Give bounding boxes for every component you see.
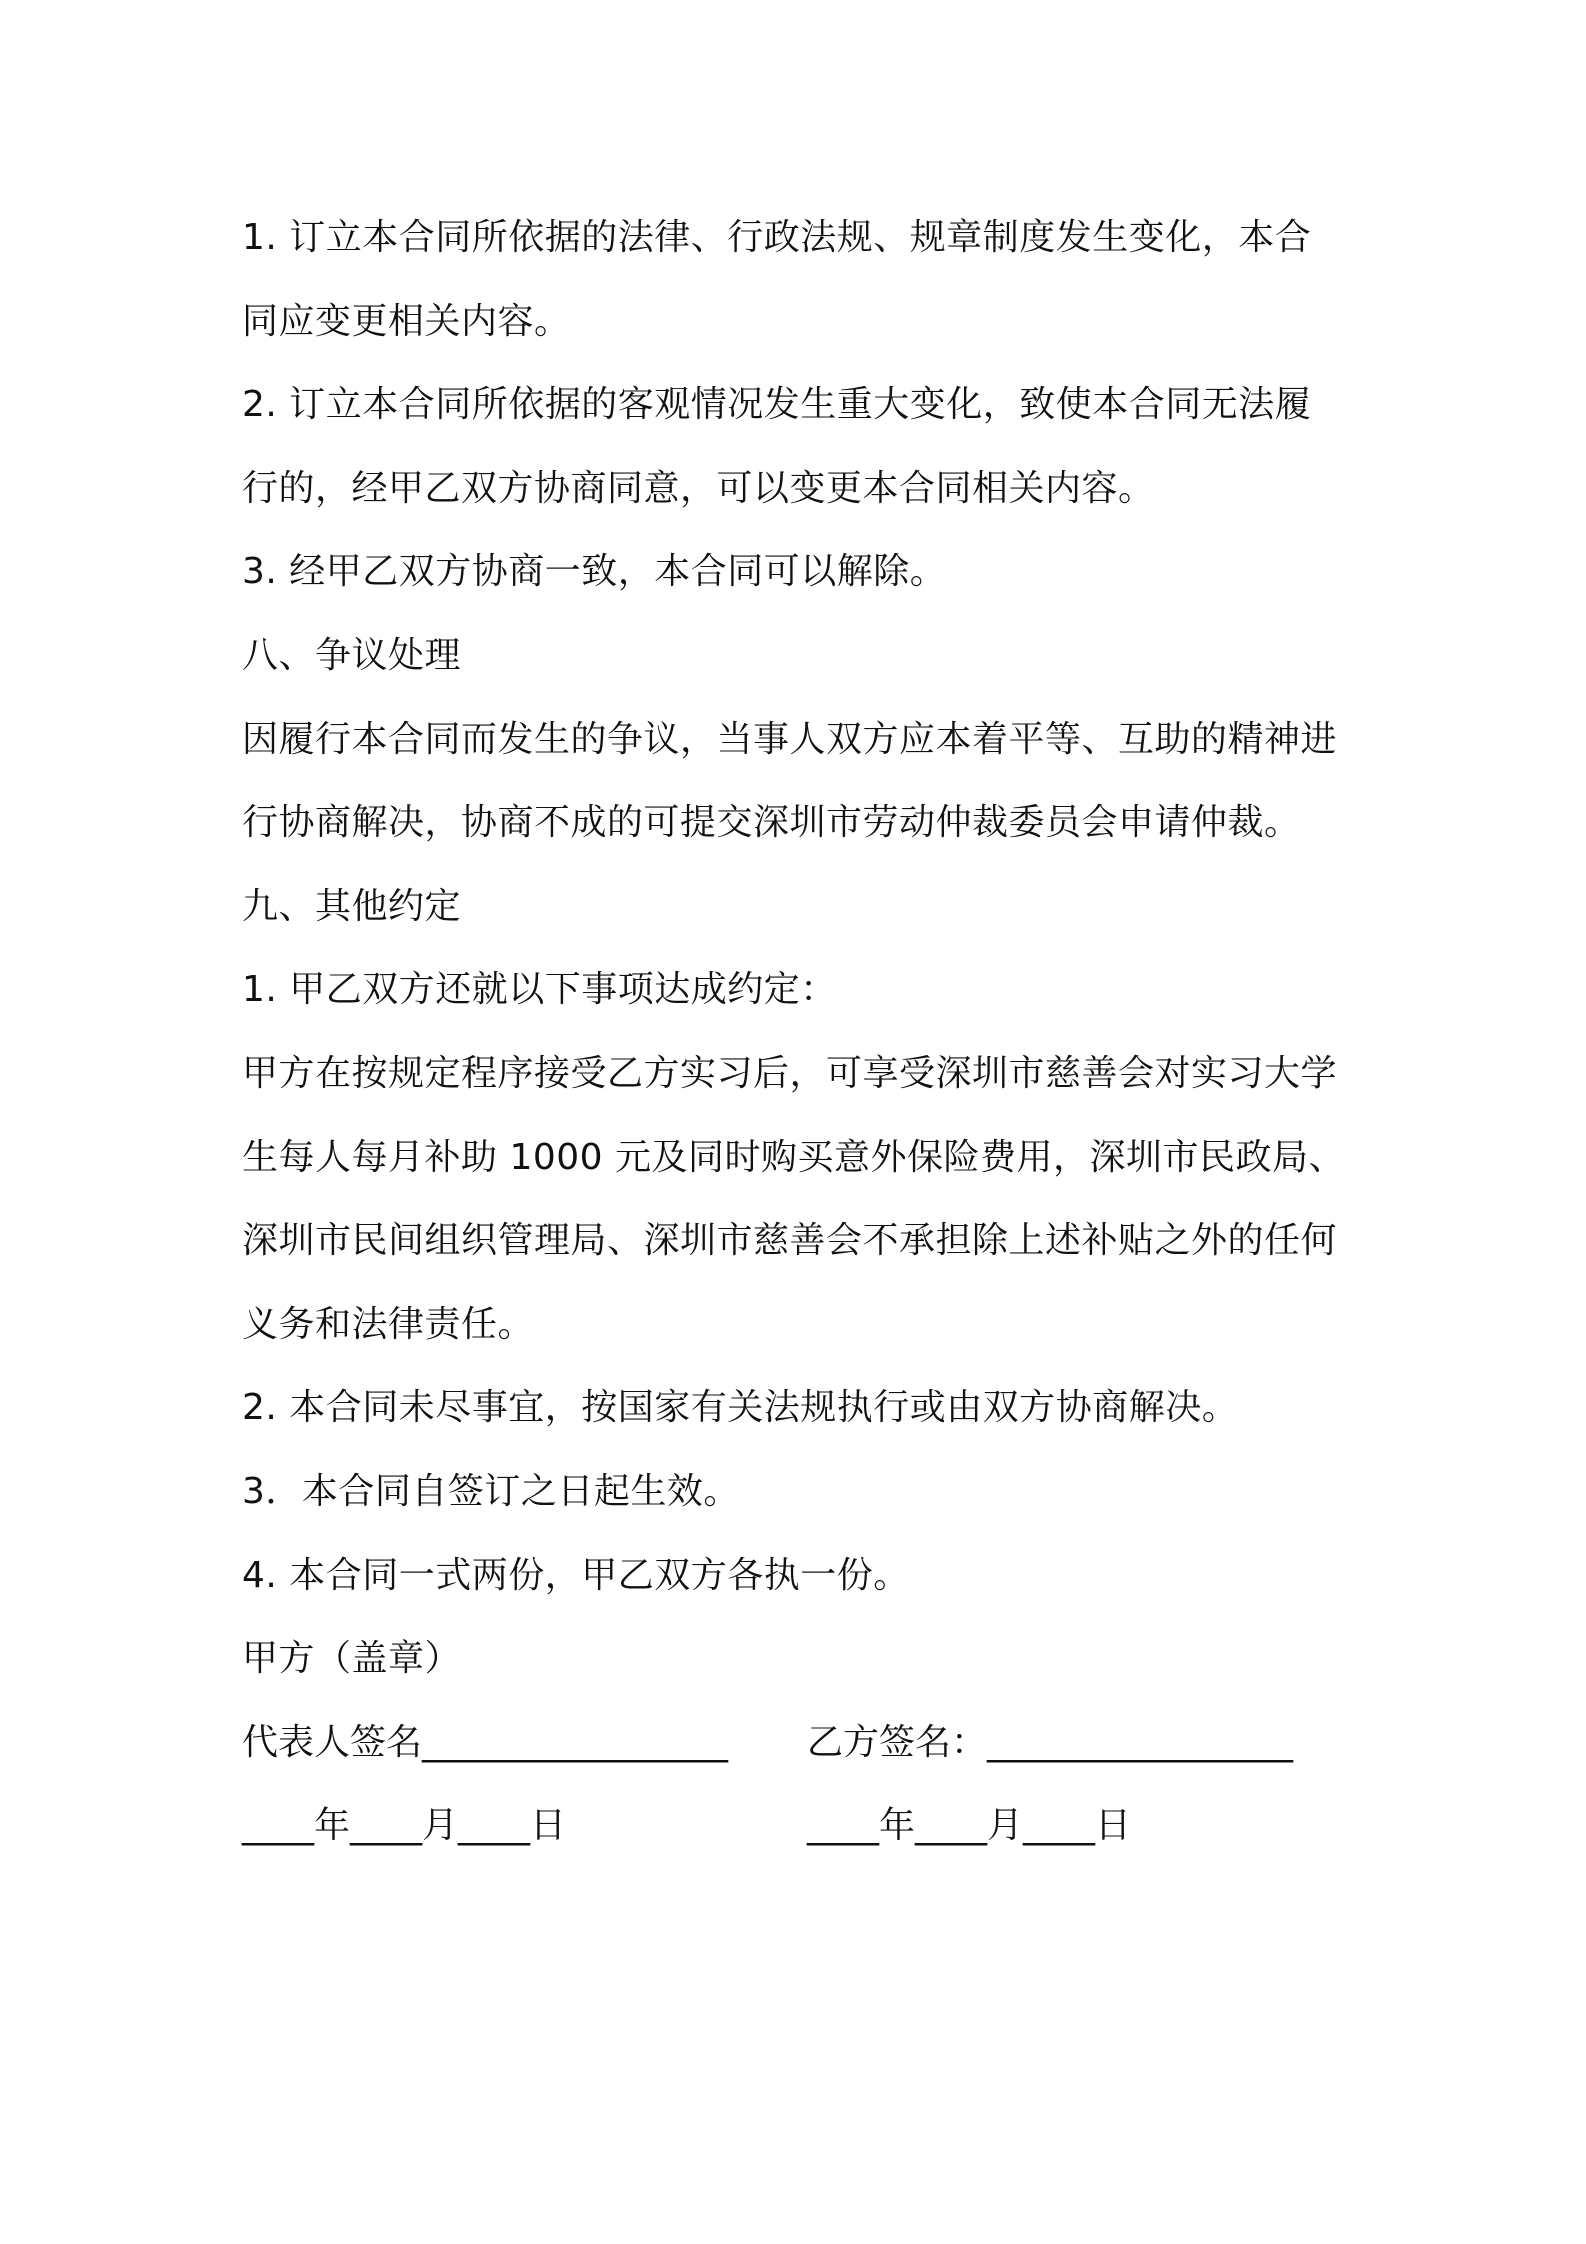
party-b-date: ____年____月____日 bbox=[807, 1805, 1132, 1847]
clause-line: 生每人每月补助 1000 元及同时购买意外保险费用，深圳市民政局、 bbox=[242, 1136, 1346, 1178]
signature-row bbox=[242, 1701, 1367, 1785]
party-b-signature: 乙方签名：_________________ bbox=[807, 1721, 1294, 1763]
clause-line: 3．本合同自签订之日起生效。 bbox=[242, 1470, 740, 1512]
document-body bbox=[242, 196, 1367, 1868]
clause-line: 深圳市民间组织管理局、深圳市慈善会不承担除上述补贴之外的任何 bbox=[242, 1220, 1338, 1262]
date-row bbox=[242, 1784, 1367, 1868]
clause-line: 2. 订立本合同所依据的客观情况发生重大变化，致使本合同无法履 bbox=[242, 384, 1312, 426]
clause-line: 同应变更相关内容。 bbox=[242, 300, 571, 342]
clause-line: 1. 甲乙双方还就以下事项达成约定： bbox=[242, 969, 837, 1011]
section-heading-dispute: 八、争议处理 bbox=[242, 634, 462, 676]
clause-line: 3. 经甲乙双方协商一致，本合同可以解除。 bbox=[242, 551, 947, 593]
clause-line: 行协商解决，协商不成的可提交深圳市劳动仲裁委员会申请仲裁。 bbox=[242, 802, 1301, 844]
clause-line: 因履行本合同而发生的争议，当事人双方应本着平等、互助的精神进 bbox=[242, 718, 1338, 760]
clause-line: 义务和法律责任。 bbox=[242, 1303, 535, 1345]
clause-line: 2. 本合同未尽事宜，按国家有关法规执行或由双方协商解决。 bbox=[242, 1387, 1239, 1429]
party-a-date: ____年____月____日 bbox=[242, 1805, 567, 1847]
party-a-representative-signature: 代表人签名_________________ bbox=[242, 1721, 729, 1763]
clause-line: 4. 本合同一式两份，甲乙双方各执一份。 bbox=[242, 1554, 910, 1596]
clause-line: 行的，经甲乙双方协商同意，可以变更本合同相关内容。 bbox=[242, 467, 1155, 509]
clause-line: 甲方在按规定程序接受乙方实习后，可享受深圳市慈善会对实习大学 bbox=[242, 1052, 1338, 1094]
clause-line: 1. 订立本合同所依据的法律、行政法规、规章制度发生变化，本合 bbox=[242, 217, 1312, 258]
party-a-seal-label: 甲方（盖章） bbox=[242, 1638, 462, 1680]
section-heading-other: 九、其他约定 bbox=[242, 885, 462, 927]
